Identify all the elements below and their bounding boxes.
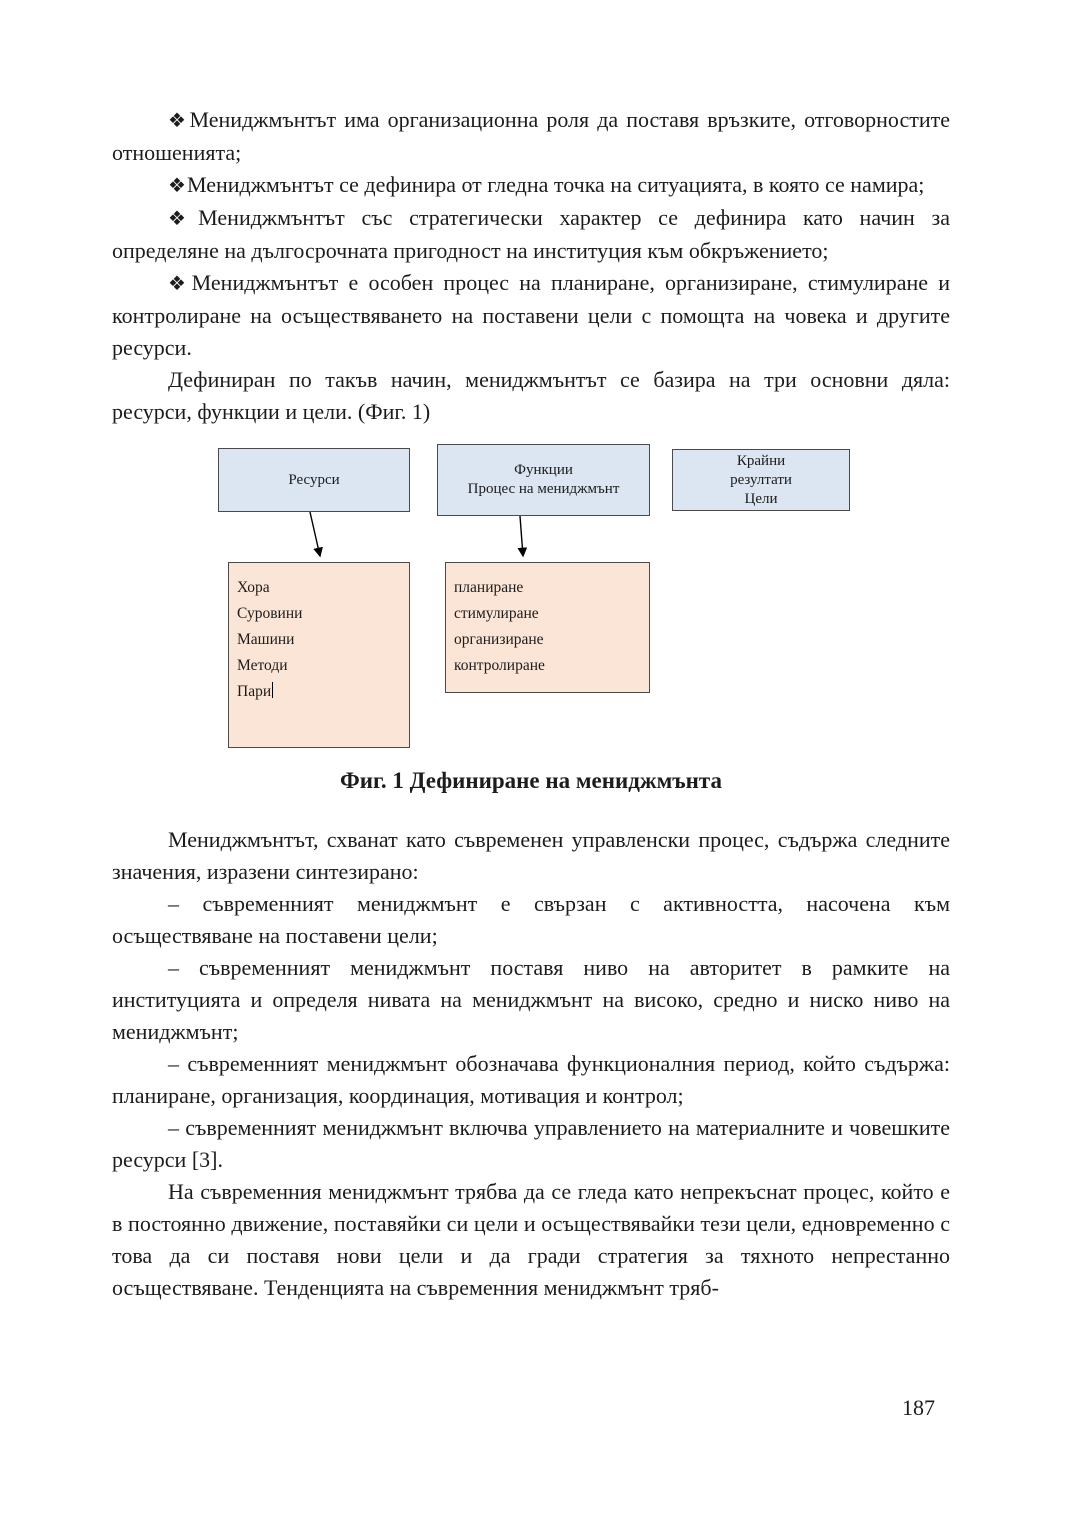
results-box-label-line2: резултати [730, 471, 792, 488]
paragraph: Дефиниран по такъв начин, мениджмънтът се базира на три основни дяла: ресурси, функции и цели. (Фиг. 1) [112, 367, 950, 424]
paragraph: Мениджмънтът, схванат като съвременен управленски процес, съдържа следните значения, изразени синтезирано: [112, 827, 950, 884]
diamond-bullet-icon: ❖ [168, 273, 191, 295]
bullet-item [112, 267, 950, 364]
functions-arrow [520, 516, 523, 556]
list-item: контролиране [454, 657, 545, 674]
bullet-text: Мениджмънтът има организационна роля да поставя връзките, отговорностите отношенията; [112, 107, 950, 165]
results-box-label-line3: Цели [744, 490, 778, 507]
diamond-bullet-icon: ❖ [168, 208, 198, 230]
resources-box [218, 448, 410, 512]
paragraph: – съвременният мениджмънт обозначава функционалния период, който съдържа: планиране, организация, координация, мотивация и контрол; [112, 1051, 950, 1108]
functions-box-label-line1: Функции [514, 462, 573, 478]
resources-list-box [228, 562, 410, 748]
bullet-text: Мениджмънтът се дефинира от гледна точка на ситуацията, в която се намира; [186, 172, 925, 197]
list-item: планиране [454, 579, 524, 596]
functions-list-box [445, 562, 650, 693]
diamond-bullet-icon: ❖ [168, 175, 186, 197]
body-section [112, 824, 950, 1304]
paragraph: На съвременния мениджмънт трябва да се гледа като непрекъснат процес, който е в постоянно движение, поставяйки си цели и осъществявайки тези цели, едновременно с това да си поставя нови цели и да гради стратегия за тяхното непрестанно осъществяване. Тенденцията на съвременния мениджмънт тряб- [112, 1179, 950, 1300]
results-box-label-line1: Крайни [736, 452, 786, 469]
paragraph: – съвременният мениджмънт поставя ниво на авторитет в рамките на институцията и определя нивата на мениджмънт на високо, средно и ниско ниво на мениджмънт; [112, 955, 950, 1044]
paragraph: – съвременният мениджмънт включва управлението на материалните и човешките ресурси [3]. [112, 1115, 950, 1172]
figure-caption: Фиг. 1 Дефиниране на мениджмънта [340, 768, 722, 793]
list-item: Суровини [237, 605, 303, 622]
figure-diagram [112, 444, 852, 752]
list-item: Хора [237, 579, 270, 596]
page-number: 187 [902, 1395, 935, 1420]
bullet-text: Мениджмънтът със стратегически характер се дефинира като начин за определяне на дългосрочната пригодност на институция към обкръжението; [112, 205, 950, 263]
list-item: Пари [237, 683, 272, 700]
bullet-item [112, 104, 950, 169]
list-item: стимулиране [454, 605, 539, 622]
intro-section [112, 104, 950, 428]
resources-box-label: Ресурси [288, 471, 340, 488]
bullet-item [112, 169, 950, 202]
diamond-bullet-icon: ❖ [168, 110, 189, 132]
results-box [672, 449, 850, 511]
figure-1 [112, 444, 950, 796]
list-item: Машини [237, 631, 295, 648]
list-item: организиране [454, 631, 544, 648]
bullet-item [112, 202, 950, 267]
bullet-text: Мениджмънтът е особен процес на планиране, организиране, стимулиране и контролиране на осъществяването на поставени цели с помощта на човека и другите ресурси. [112, 270, 950, 360]
functions-box [437, 444, 650, 516]
list-item: Методи [237, 657, 288, 674]
functions-box-label-line2: Процес на мениджмънт [467, 481, 620, 497]
resources-arrow [310, 512, 320, 556]
text-cursor [272, 682, 273, 698]
paragraph: – съвременният мениджмънт е свързан с активността, насочена към осъществяване на поставени цели; [112, 891, 950, 948]
